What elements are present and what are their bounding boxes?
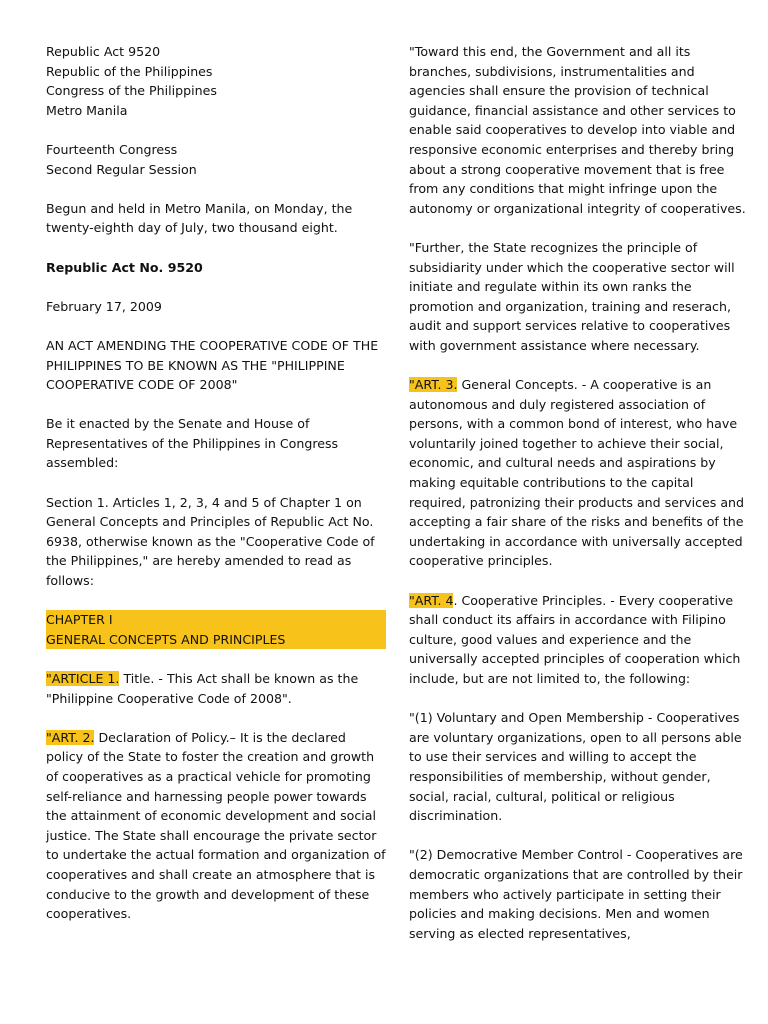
article-1	[46, 669, 386, 708]
session-info	[46, 140, 386, 179]
article-2-label: "ART. 2.	[46, 729, 95, 745]
header-line: Republic of the Philippines	[46, 63, 213, 79]
article-3-label: "ART. 3.	[409, 377, 458, 393]
left-column	[46, 42, 386, 943]
article-2	[46, 728, 386, 924]
article-3	[409, 375, 749, 571]
principle-2: "(2) Democrative Member Control - Cooperatives are democratic organizations that are controlled by their members who actively participate in setting their policies and making decisions. Men and women serving as elected representatives,	[409, 847, 743, 941]
article-4-text: . Cooperative Principles. - Every cooperative shall conduct its affairs in accordance with Filipino culture, good values and experience and the universally accepted principles of cooperation which include, but are not limited to, the following:	[409, 592, 741, 686]
act-name: AN ACT AMENDING THE COOPERATIVE CODE OF THE PHILIPPINES TO BE KNOWN AS THE "PHILIPPINE COOPERATIVE CODE OF 2008"	[46, 337, 379, 393]
header-line: Republic Act 9520	[46, 44, 161, 59]
section-1: Section 1. Articles 1, 2, 3, 4 and 5 of Chapter 1 on General Concepts and Principles of Republic Act No. 6938, otherwise known as the "Cooperative Code of the Philippines," are hereby amended to read as follows:	[46, 494, 375, 589]
session-line: Second Regular Session	[46, 161, 197, 177]
article-2-text: Declaration of Policy.– It is the declared policy of the State to foster the creation and growth of cooperatives as a practical vehicle for promoting self-reliance and harnessing people power towards the attainment of economic development and social justice. The State shall encourage the private sector to undertake the actual formation and organization of cooperatives and shall create an atmosphere that is conducive to the growth and development of these cooperatives.	[46, 729, 386, 922]
further-paragraph: "Further, the State recognizes the principle of subsidiarity under which the cooperative sector will initiate and regulate within its own ranks the promotion and organization, training and reserach, audit and support services relative to cooperatives with government assistance where necessary.	[409, 239, 735, 353]
session-line: Fourteenth Congress	[46, 141, 178, 157]
header-line: Metro Manila	[46, 102, 128, 118]
document-header	[46, 42, 386, 120]
right-column	[409, 42, 749, 963]
enacting-clause: Be it enacted by the Senate and House of Representatives of the Philippines in Congress assembled:	[46, 416, 339, 471]
header-line: Congress of the Philippines	[46, 83, 217, 99]
article-1-text: Title. - This Act shall be known as the "Philippine Cooperative Code of 2008".	[46, 671, 359, 706]
article-4-label: "ART. 4	[409, 592, 454, 608]
article-3-text: General Concepts. - A cooperative is an autonomous and duly registered association of persons, with a common bond of interest, who have voluntarily joined together to achieve their social, economic, and cultural needs and aspirations by making equitable contributions to the capital required, patronizing their products and services and accepting a fair share of the risks and benefits of the undertaking in accordance with universally accepted cooperative principles.	[409, 377, 745, 569]
principle-1: "(1) Voluntary and Open Membership - Cooperatives are voluntary organizations, open to all persons able to use their services and willing to accept the responsibilities of membership, without gender, social, racial, cultural, political or religious discrimination.	[409, 710, 742, 824]
begun-paragraph: Begun and held in Metro Manila, on Monday, the twenty-eighth day of July, two thousand eight.	[46, 200, 353, 236]
article-4	[409, 591, 749, 689]
article-1-label: "ARTICLE 1.	[46, 671, 120, 686]
act-date: February 17, 2009	[46, 298, 162, 314]
toward-paragraph: "Toward this end, the Government and all its branches, subdivisions, instrumentalities and agencies shall ensure the provision of technical guidance, financial assistance and other services to enable said cooperatives to develop into viable and responsive economic enterprises and thereby bring about a strong cooperative movement that is free from any conditions that might infringe upon the autonomy or organizational integrity of cooperatives.	[409, 44, 746, 216]
chapter-title: GENERAL CONCEPTS AND PRINCIPLES	[46, 630, 386, 650]
chapter-heading	[46, 610, 386, 649]
act-title: Republic Act No. 9520	[46, 259, 203, 275]
chapter-number: CHAPTER I	[46, 610, 386, 630]
